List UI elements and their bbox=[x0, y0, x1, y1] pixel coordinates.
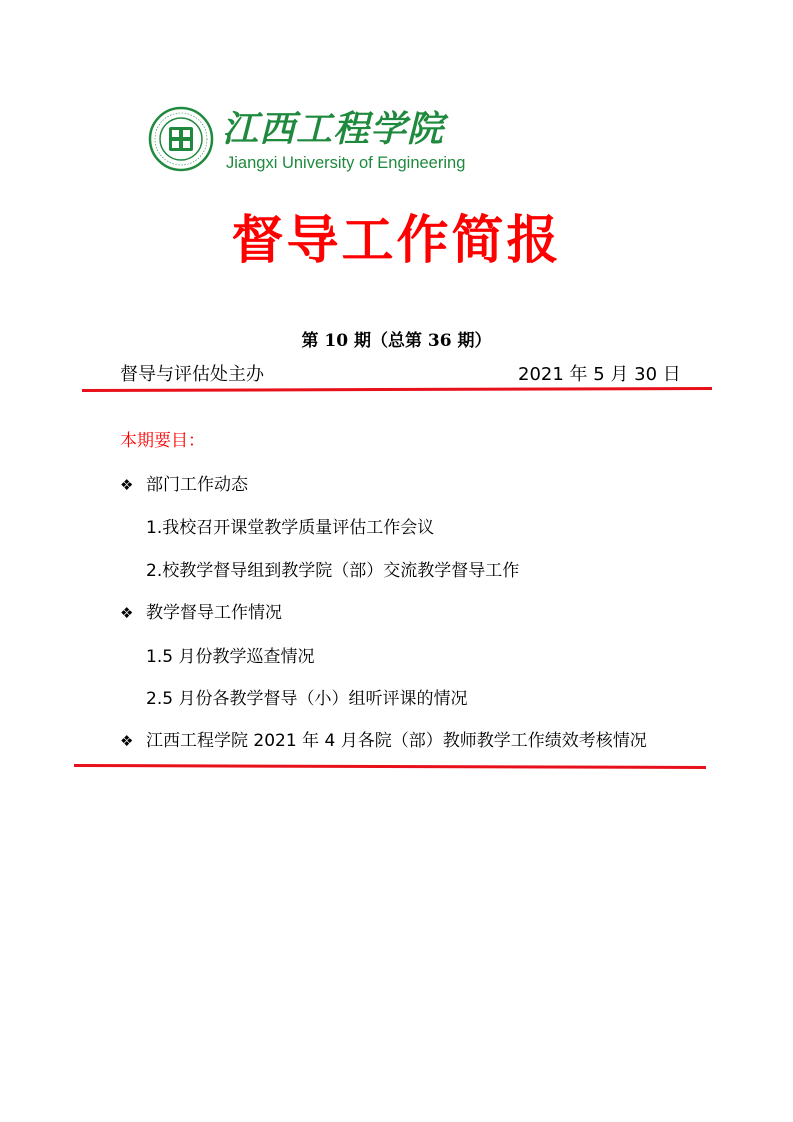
toc-divider bbox=[74, 764, 706, 769]
publish-date: 2021 年 5 月 30 日 bbox=[518, 364, 681, 385]
toc-item-label: 2.校教学督导组到教学院（部）交流教学督导工作 bbox=[146, 561, 520, 581]
university-name-cn: 江西工程学院 bbox=[222, 108, 445, 150]
bulletin-title: 督导工作简报 bbox=[231, 211, 562, 271]
diamond-bullet-icon: ❖ bbox=[120, 732, 134, 750]
toc-heading: 本期要目： bbox=[120, 431, 205, 451]
toc-section-department-news bbox=[120, 473, 248, 497]
university-name-en: Jiangxi University of Engineering bbox=[226, 154, 466, 172]
toc-item bbox=[146, 687, 467, 711]
diamond-bullet-icon: ❖ bbox=[120, 604, 134, 622]
toc-item-label: 1.5 月份教学巡查情况 bbox=[146, 647, 315, 667]
toc-section-label: 江西工程学院 2021 年 4 月各院（部）教师教学工作绩效考核情况 bbox=[146, 731, 647, 751]
university-seal-icon bbox=[148, 106, 214, 172]
toc-item-label: 2.5 月份各教学督导（小）组听评课的情况 bbox=[146, 689, 468, 709]
issue-number: 第 10 期（总第 36 期） bbox=[301, 331, 492, 351]
toc-section-label: 部门工作动态 bbox=[146, 475, 248, 495]
diamond-bullet-icon: ❖ bbox=[120, 476, 134, 494]
header-divider bbox=[82, 387, 712, 392]
toc-item bbox=[146, 516, 434, 540]
toc-section-supervision bbox=[120, 601, 282, 625]
toc-item bbox=[146, 559, 519, 583]
toc-item-label: 1.我校召开课堂教学质量评估工作会议 bbox=[146, 518, 435, 538]
university-logo bbox=[148, 106, 466, 178]
toc-section-label: 教学督导工作情况 bbox=[146, 603, 282, 623]
organizer: 督导与评估处主办 bbox=[120, 364, 264, 385]
toc-section-assessment bbox=[120, 729, 647, 753]
toc-item bbox=[146, 645, 314, 669]
